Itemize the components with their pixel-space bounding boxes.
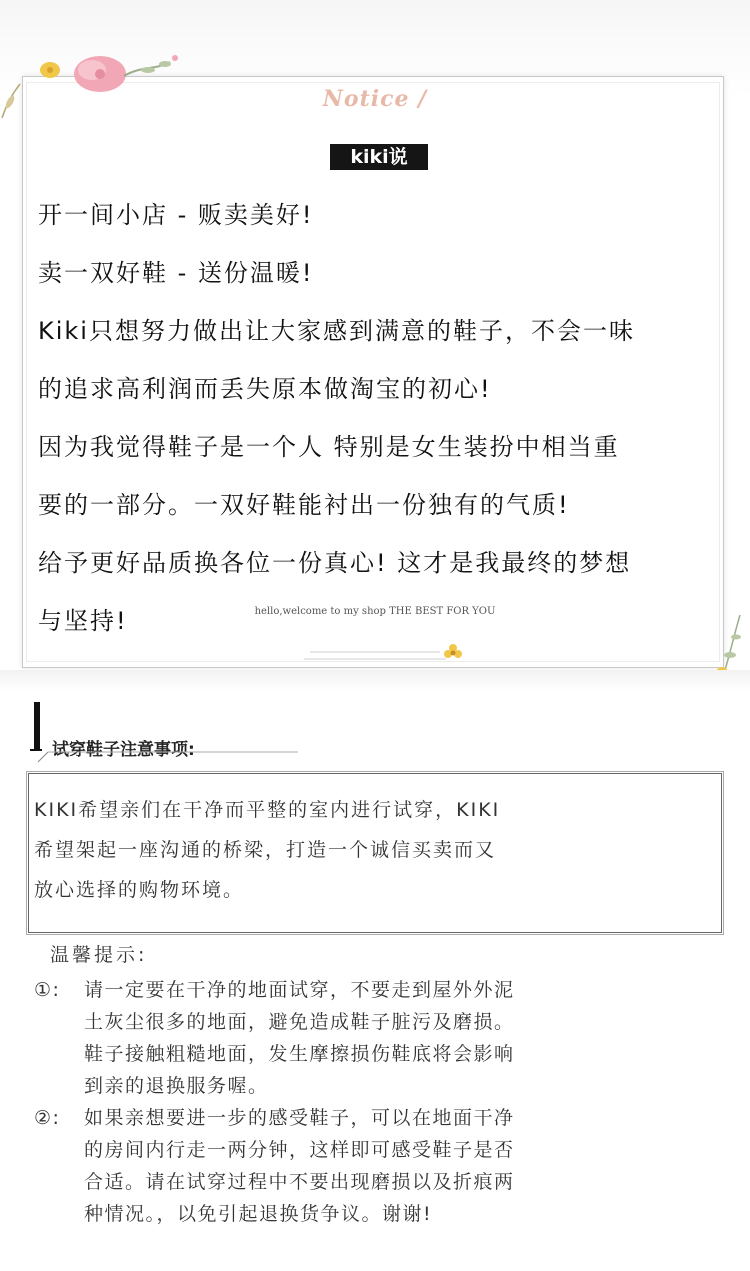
notice-statement [38, 186, 738, 650]
section-number-one [28, 700, 44, 752]
tip-line: 请一定要在干净的地面试穿，不要走到屋外外泥 [84, 979, 515, 1001]
tips-heading: 温馨提示: [50, 944, 148, 966]
tip-line: 的房间内行走一两分钟，这样即可感受鞋子是否 [84, 1139, 515, 1161]
shop-welcome-text: hello,welcome to my shop THE BEST FOR YOU [254, 606, 496, 617]
box-line: 希望架起一座沟通的桥梁，打造一个诚信买卖而又 [34, 839, 497, 861]
tip-number: ①: [34, 979, 61, 1001]
small-flower-icon [440, 640, 466, 666]
statement-line: 因为我觉得鞋子是一个人 特别是女生装扮中相当重 [38, 433, 620, 461]
tip-line: 鞋子接触粗糙地面，发生摩擦损伤鞋底将会影响 [84, 1043, 515, 1065]
box-line: KIKI希望亲们在干净而平整的室内进行试穿，KIKI [34, 799, 501, 821]
tip-line: 土灰尘很多的地面，避免造成鞋子脏污及磨损。 [84, 1011, 515, 1033]
notice-box-text [34, 790, 724, 910]
tip-line: 如果亲想要进一步的感受鞋子，可以在地面干净 [84, 1107, 515, 1129]
box-line: 放心选择的购物环境。 [34, 879, 245, 901]
statement-line: 给予更好品质换各位一份真心! 这才是我最终的梦想 [38, 549, 632, 577]
section-title: 试穿鞋子注意事项: [52, 740, 195, 760]
tip-lines [84, 974, 724, 1102]
statement-line: 卖一双好鞋 - 送份温暖! [38, 259, 314, 287]
tip-lines [84, 1102, 724, 1230]
statement-line: 要的一部分。一双好鞋能衬出一份独有的气质! [38, 491, 570, 519]
tip-number: ②: [34, 1107, 61, 1129]
title-underline [38, 750, 298, 764]
kiki-says-label: kiki说 [330, 144, 428, 170]
tiny-script-decoration [300, 646, 450, 666]
statement-line: Kiki只想努力做出让大家感到满意的鞋子，不会一味 [38, 317, 635, 345]
section-divider [0, 670, 750, 692]
statement-line: 的追求高利润而丢失原本做淘宝的初心! [38, 375, 492, 403]
tip-line: 到亲的退换服务喔。 [84, 1075, 269, 1097]
notice-heading: Notice / [322, 86, 428, 112]
tip-line: 合适。请在试穿过程中不要出现磨损以及折痕两 [84, 1171, 515, 1193]
tip-line: 种情况。，以免引起退换货争议。谢谢! [84, 1203, 433, 1225]
statement-line: 开一间小店 - 贩卖美好! [38, 201, 314, 229]
statement-line: 与坚持! [38, 607, 128, 635]
